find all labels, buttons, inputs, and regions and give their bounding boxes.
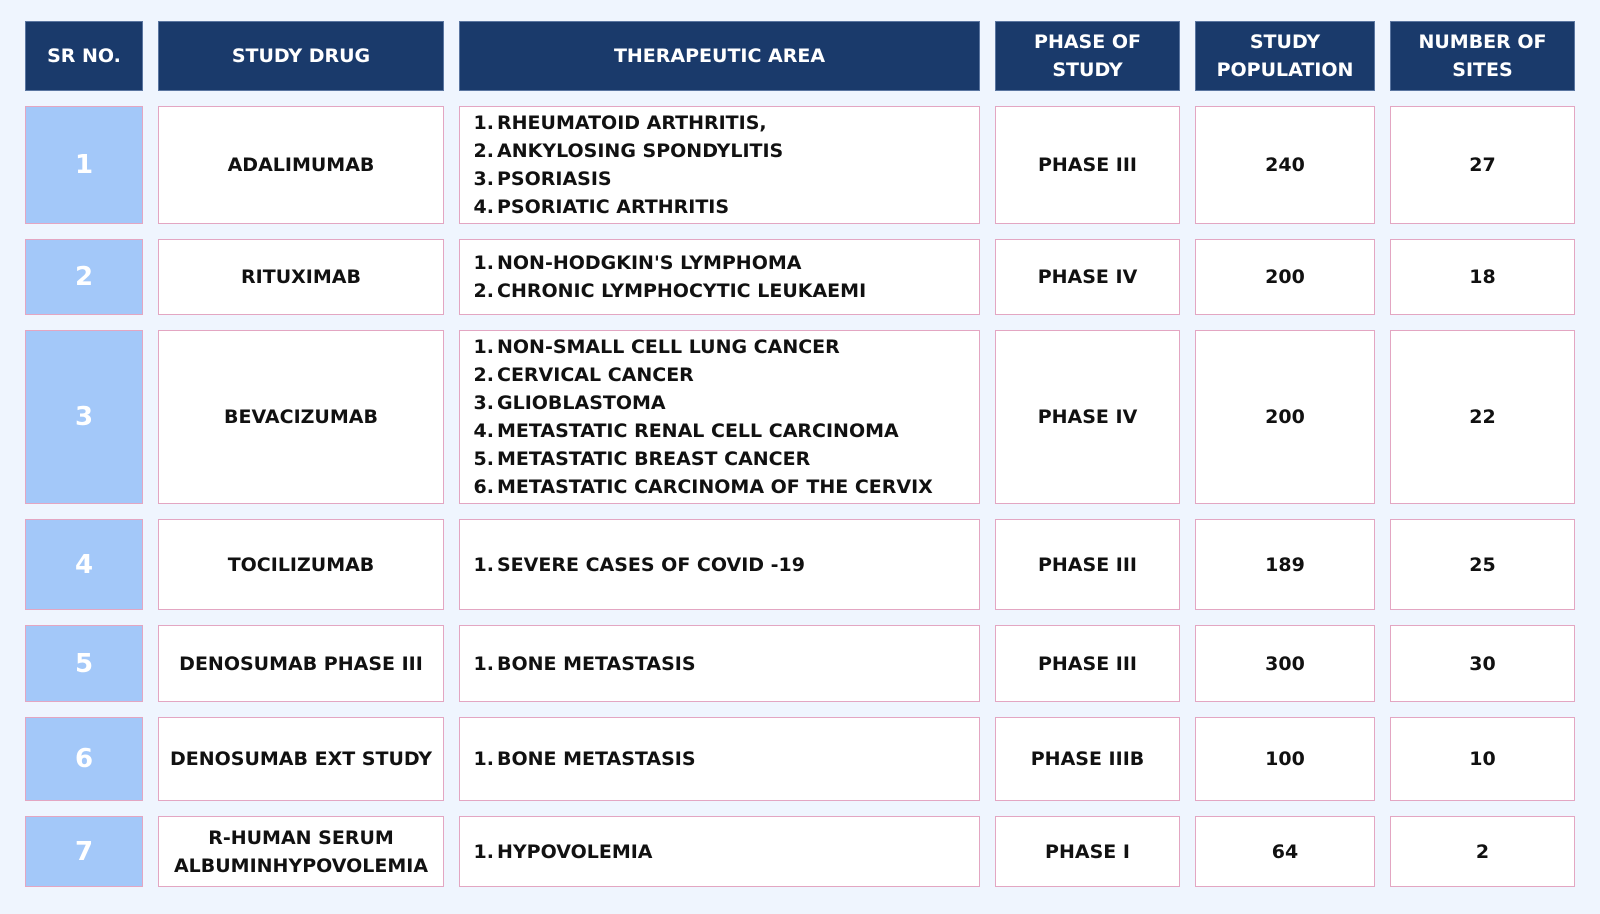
therapeutic-area-list (472, 838, 653, 866)
row-population: 200 (1195, 239, 1375, 315)
row-therapeutic-area (459, 625, 980, 702)
row-phase: PHASE IV (995, 330, 1180, 504)
therapeutic-area-list (472, 745, 696, 773)
row-sr-number: 2 (25, 239, 143, 315)
item-text: RHEUMATOID ARTHRITIS, (497, 112, 767, 134)
row-population: 300 (1195, 625, 1375, 702)
item-number: 1. (473, 840, 494, 863)
item-text: SEVERE CASES OF COVID -19 (497, 553, 805, 576)
row-phase: PHASE IV (995, 239, 1180, 315)
header-number-of-sites: NUMBER OF SITES (1390, 21, 1575, 91)
therapeutic-area-item (472, 650, 696, 678)
row-sr-number: 5 (25, 625, 143, 702)
therapeutic-area-item (472, 109, 783, 137)
row-population: 240 (1195, 106, 1375, 224)
header-study-drug: STUDY DRUG (158, 21, 444, 91)
header-sr-no: SR NO. (25, 21, 143, 91)
row-sr-number: 4 (25, 519, 143, 610)
therapeutic-area-item (472, 165, 783, 193)
therapeutic-area-item (472, 277, 866, 305)
therapeutic-area-item (472, 333, 933, 361)
item-text: NON-HODGKIN'S LYMPHOMA (497, 252, 802, 274)
item-number: 3. (473, 168, 494, 190)
therapeutic-area-list (472, 249, 866, 305)
item-text: NON-SMALL CELL LUNG CANCER (497, 336, 840, 358)
row-study-drug: TOCILIZUMAB (158, 519, 444, 610)
row-sr-number: 1 (25, 106, 143, 224)
row-study-drug: ADALIMUMAB (158, 106, 444, 224)
item-number: 2. (473, 364, 494, 386)
row-study-drug: DENOSUMAB PHASE III (158, 625, 444, 702)
therapeutic-area-list (472, 551, 805, 579)
therapeutic-area-item (472, 551, 805, 579)
row-therapeutic-area (459, 106, 980, 224)
item-text: BONE METASTASIS (497, 748, 696, 770)
header-phase-of-study: PHASE OF STUDY (995, 21, 1180, 91)
row-therapeutic-area (459, 330, 980, 504)
row-sites: 30 (1390, 625, 1575, 702)
item-text: HYPOVOLEMIA (497, 840, 653, 863)
row-sr-number: 7 (25, 816, 143, 887)
row-sites: 2 (1390, 816, 1575, 887)
row-sites: 25 (1390, 519, 1575, 610)
therapeutic-area-item (472, 473, 933, 501)
item-number: 5. (473, 448, 494, 470)
row-sr-number: 3 (25, 330, 143, 504)
therapeutic-area-item (472, 745, 696, 773)
item-number: 2. (473, 280, 494, 302)
item-text: METASTATIC CARCINOMA OF THE CERVIX (497, 476, 933, 498)
therapeutic-area-item (472, 838, 653, 866)
therapeutic-area-item (472, 445, 933, 473)
item-number: 1. (473, 252, 494, 274)
therapeutic-area-list (472, 109, 783, 221)
row-population: 200 (1195, 330, 1375, 504)
row-therapeutic-area (459, 519, 980, 610)
row-population: 64 (1195, 816, 1375, 887)
therapeutic-area-list (472, 333, 933, 501)
item-number: 1. (473, 652, 494, 675)
item-text: METASTATIC BREAST CANCER (497, 448, 811, 470)
item-text: CHRONIC LYMPHOCYTIC LEUKAEMI (497, 280, 867, 302)
item-number: 1. (473, 748, 494, 770)
row-study-drug: RITUXIMAB (158, 239, 444, 315)
therapeutic-area-item (472, 249, 866, 277)
header-therapeutic-area: THERAPEUTIC AREA (459, 21, 980, 91)
item-text: ANKYLOSING SPONDYLITIS (497, 140, 784, 162)
item-number: 4. (473, 196, 494, 218)
item-number: 4. (473, 420, 494, 442)
item-text: GLIOBLASTOMA (497, 392, 666, 414)
item-number: 1. (473, 112, 494, 134)
row-population: 189 (1195, 519, 1375, 610)
item-text: PSORIATIC ARTHRITIS (497, 196, 730, 218)
row-population: 100 (1195, 717, 1375, 801)
item-number: 1. (473, 336, 494, 358)
therapeutic-area-item (472, 361, 933, 389)
item-number: 1. (473, 553, 494, 576)
row-sites: 22 (1390, 330, 1575, 504)
item-text: METASTATIC RENAL CELL CARCINOMA (497, 420, 899, 442)
row-phase: PHASE III (995, 519, 1180, 610)
row-study-drug: DENOSUMAB EXT STUDY (158, 717, 444, 801)
item-number: 2. (473, 140, 494, 162)
row-phase: PHASE III (995, 106, 1180, 224)
item-text: CERVICAL CANCER (497, 364, 694, 386)
row-therapeutic-area (459, 816, 980, 887)
item-number: 6. (473, 476, 494, 498)
header-study-population: STUDY POPULATION (1195, 21, 1375, 91)
therapeutic-area-item (472, 389, 933, 417)
row-phase: PHASE I (995, 816, 1180, 887)
item-number: 3. (473, 392, 494, 414)
row-phase: PHASE III (995, 625, 1180, 702)
therapeutic-area-list (472, 650, 696, 678)
row-therapeutic-area (459, 239, 980, 315)
row-therapeutic-area (459, 717, 980, 801)
item-text: BONE METASTASIS (497, 652, 696, 675)
row-phase: PHASE IIIB (995, 717, 1180, 801)
therapeutic-area-item (472, 137, 783, 165)
row-sr-number: 6 (25, 717, 143, 801)
therapeutic-area-item (472, 417, 933, 445)
therapeutic-area-item (472, 193, 783, 221)
row-sites: 10 (1390, 717, 1575, 801)
studies-table (25, 21, 1575, 887)
row-study-drug: BEVACIZUMAB (158, 330, 444, 504)
row-sites: 18 (1390, 239, 1575, 315)
item-text: PSORIASIS (497, 168, 612, 190)
row-study-drug: R-HUMAN SERUM ALBUMINHYPOVOLEMIA (158, 816, 444, 887)
row-sites: 27 (1390, 106, 1575, 224)
